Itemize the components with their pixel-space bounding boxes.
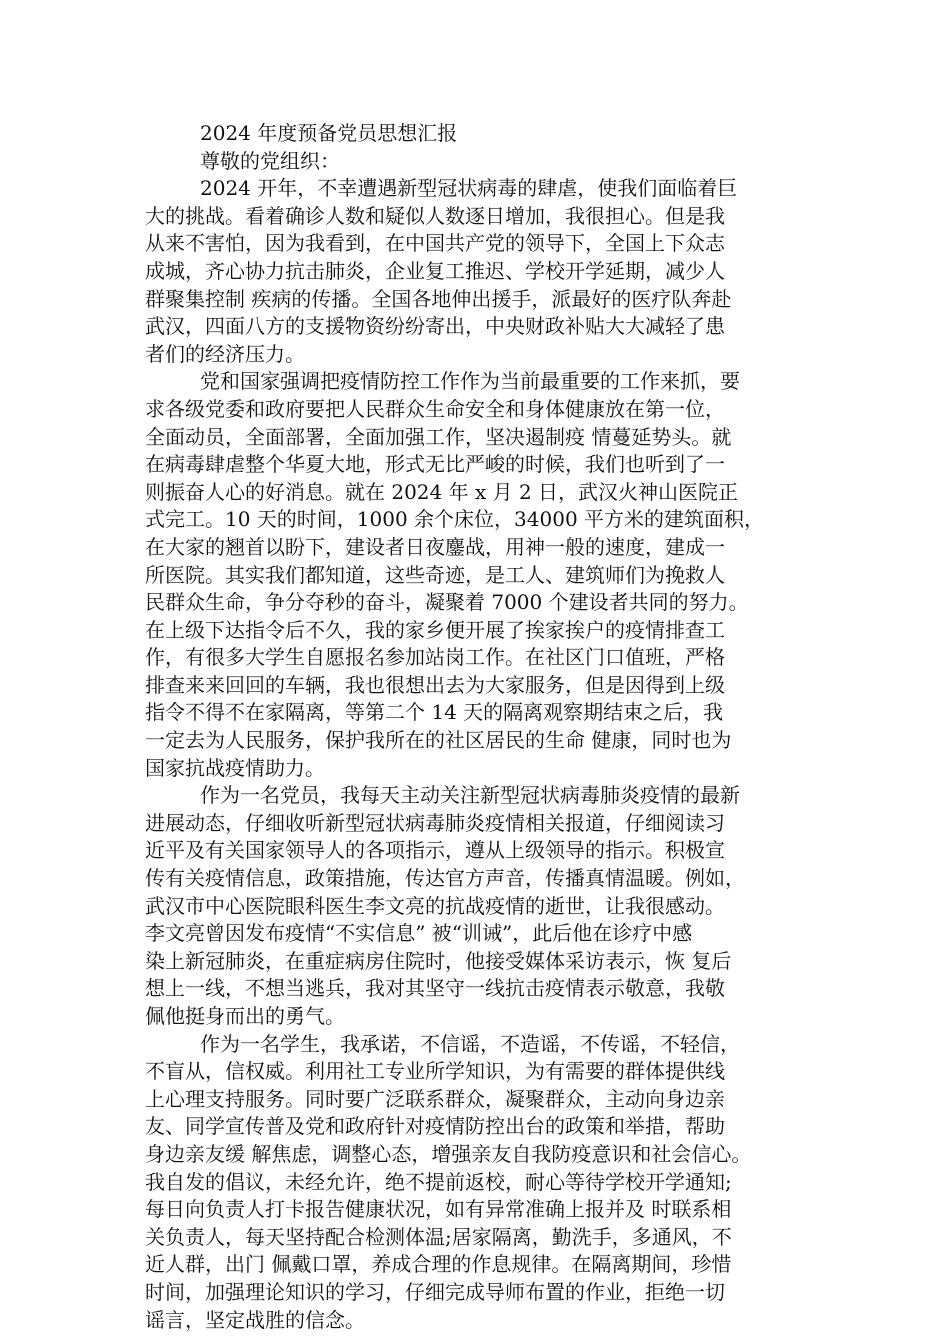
paragraph-line: 李文亮曾因发布疫情“不实信息” 被“训诫”，此后他在诊疗中感 <box>145 921 693 946</box>
paragraph-line: 关负责人，每天坚持配合检测体温;居家隔离，勤洗手，多通风，不 <box>145 1224 732 1249</box>
paragraph-line: 上心理支持服务。同时要广泛联系群众，凝聚群众，主动向身边亲 <box>145 1086 725 1111</box>
paragraph-line: 传有关疫情信息，政策措施，传达官方声音，传播真情温暖。例如， <box>145 866 745 891</box>
paragraph-line: 每日向负责人打卡报告健康状况，如有异常准确上报并及 时联系相 <box>145 1197 732 1222</box>
paragraph-line: 作为一名党员，我每天主动关注新型冠状病毒肺炎疫情的最新 <box>200 783 740 808</box>
paragraph-line: 者们的经济压力。 <box>145 341 305 366</box>
paragraph-line: 成城，齐心协力抗击肺炎，企业复工推迟、学校开学延期，减少人 <box>145 258 725 283</box>
paragraph-line: 国家抗战疫情助力。 <box>145 755 325 780</box>
paragraph-line: 时间，加强理论知识的学习，仔细完成导师布置的作业，拒绝一切 <box>145 1279 725 1304</box>
paragraph-line: 武汉市中心医院眼科医生李文亮的抗战疫情的逝世，让我很感动。 <box>145 893 725 918</box>
paragraph-line: 染上新冠肺炎，在重症病房住院时，他接受媒体采访表示，恢 复后 <box>145 948 732 973</box>
paragraph-line: 民群众生命，争分夺秒的奋斗，凝聚着 7000 个建设者共同的努力。 <box>145 590 749 615</box>
paragraph-line: 近平及有关国家领导人的各项指示，遵从上级领导的指示。积极宣 <box>145 838 725 863</box>
paragraph-line: 党和国家强调把疫情防控工作作为当前最重要的工作来抓，要 <box>200 369 740 394</box>
paragraph-line: 近人群，出门 佩戴口罩，养成合理的作息规律。在隔离期间，珍惜 <box>145 1252 732 1277</box>
paragraph-line: 大的挑战。看着确诊人数和疑似人数逐日增加，我很担心。但是我 <box>145 203 725 228</box>
document-body <box>145 120 835 1334</box>
paragraph-line: 求各级党委和政府要把人民群众生命安全和身体健康放在第一位， <box>145 396 725 421</box>
paragraph-line: 友、同学宣传普及党和政府针对疫情防控出台的政策和举措，帮助 <box>145 1114 725 1139</box>
paragraph-1 <box>145 175 835 368</box>
salutation: 尊敬的党组织： <box>200 148 340 173</box>
paragraph-line: 不盲从，信权威。利用社工专业所学知识，为有需要的群体提供线 <box>145 1059 725 1084</box>
paragraph-line: 身边亲友缓 解焦虑，调整心态，增强亲友自我防疫意识和社会信心。 <box>145 1141 752 1166</box>
paragraph-line: 从来不害怕，因为我看到，在中国共产党的领导下，全国上下众志 <box>145 231 725 256</box>
paragraph-line: 全面动员，全面部署，全面加强工作，坚决遏制疫 情蔓延势头。就 <box>145 424 732 449</box>
paragraph-line: 在病毒肆虐整个华夏大地，形式无比严峻的时候，我们也听到了一 <box>145 452 725 477</box>
paragraph-line: 武汉，四面八方的支援物资纷纷寄出，中央财政补贴大大减轻了患 <box>145 314 725 339</box>
paragraph-line: 佩他挺身而出的勇气。 <box>145 1004 345 1028</box>
paragraph-line: 式完工。10 天的时间，1000 余个床位，34000 平方米的建筑面积， <box>145 507 765 532</box>
paragraph-4 <box>145 1031 835 1335</box>
paragraph-line: 进展动态，仔细收听新型冠状病毒肺炎疫情相关报道，仔细阅读习 <box>145 810 725 835</box>
paragraph-line: 谣言，坚定战胜的信念。 <box>145 1307 365 1332</box>
paragraph-line: 所医院。其实我们都知道，这些奇迹，是工人、建筑师们为挽救人 <box>145 562 725 587</box>
paragraph-line: 2024 开年，不幸遭遇新型冠状病毒的肆虐，使我们面临着巨 <box>200 176 738 201</box>
document-title: 2024 年度预备党员思想汇报 <box>200 121 458 145</box>
paragraph-line: 群聚集控制 疾病的传播。全国各地伸出援手，派最好的医疗队奔赴 <box>145 286 732 311</box>
paragraph-line: 在上级下达指令后不久，我的家乡便开展了挨家挨户的疫情排查工 <box>145 617 725 642</box>
paragraph-line: 想上一线，不想当逃兵，我对其坚守一线抗击疫情表示敬意，我敬 <box>145 976 725 1001</box>
paragraph-line: 排查来来回回的车辆，我也很想出去为大家服务，但是因得到上级 <box>145 672 725 697</box>
paragraph-line: 作，有很多大学生自愿报名参加站岗工作。在社区门口值班，严格 <box>145 645 725 670</box>
paragraph-2 <box>145 368 835 782</box>
paragraph-line: 则振奋人心的好消息。就在 2024 年 x 月 2 日，武汉火神山医院正 <box>145 479 739 504</box>
paragraph-line: 在大家的翘首以盼下，建设者日夜鏖战，用神一般的速度，建成一 <box>145 534 725 559</box>
paragraph-3 <box>145 782 835 1030</box>
paragraph-line: 作为一名学生，我承诺，不信谣，不造谣，不传谣，不轻信， <box>200 1031 740 1056</box>
paragraph-line: 我自发的倡议，未经允许，绝不提前返校，耐心等待学校开学通知; <box>145 1169 732 1194</box>
paragraph-line: 指令不得不在家隔离，等第二个 14 天的隔离观察期结束之后，我 <box>145 700 724 725</box>
paragraph-line: 一定去为人民服务，保护我所在的社区居民的生命 健康，同时也为 <box>145 728 732 753</box>
